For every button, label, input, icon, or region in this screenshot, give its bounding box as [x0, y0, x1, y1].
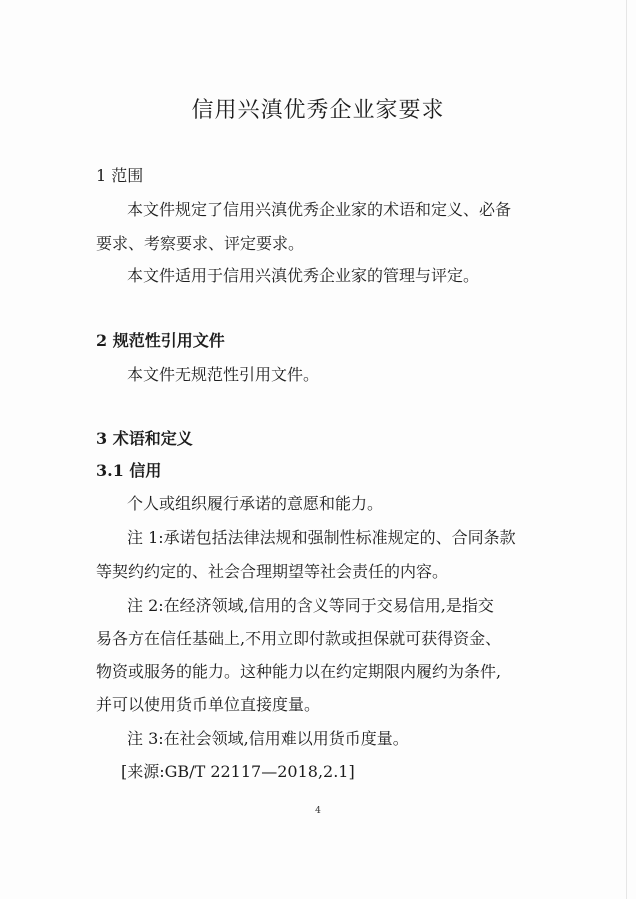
section-3-heading: 3 术语和定义	[96, 429, 193, 448]
section-1-line-2: 要求、考察要求、评定要求。	[96, 234, 305, 253]
section-2-line-1: 本文件无规范性引用文件。	[127, 365, 320, 384]
section-1-heading: 1 范围	[96, 166, 144, 185]
section-3-line-6: 物资或服务的能力。这种能力以在约定期限内履约为条件,	[96, 662, 502, 681]
section-1-line-1: 本文件规定了信用兴滇优秀企业家的术语和定义、必备	[127, 200, 512, 219]
section-2-heading: 2 规范性引用文件	[96, 331, 225, 350]
section-3-line-2: 注 1:承诺包括法律法规和强制性标准规定的、合同条款	[127, 528, 516, 547]
section-1-line-3: 本文件适用于信用兴滇优秀企业家的管理与评定。	[127, 266, 480, 285]
section-3-line-3: 等契约约定的、社会合理期望等社会责任的内容。	[96, 562, 449, 581]
document-title: 信用兴滇优秀企业家要求	[191, 98, 445, 123]
section-3-line-8: 注 3:在社会领域,信用难以用货币度量。	[127, 729, 409, 748]
scan-edge-line	[626, 0, 627, 899]
section-3-1-heading: 3.1 信用	[96, 461, 162, 480]
source-citation: [来源:GB/T 22117—2018,2.1]	[121, 762, 355, 781]
section-3-line-7: 并可以使用货币单位直接度量。	[96, 695, 321, 714]
section-3-line-5: 易各方在信任基础上,不用立即付款或担保就可获得资金、	[96, 629, 502, 648]
page-number: 4	[315, 806, 321, 816]
section-3-line-4: 注 2:在经济领域,信用的含义等同于交易信用,是指交	[127, 596, 494, 615]
section-3-line-1: 个人或组织履行承诺的意愿和能力。	[127, 494, 384, 513]
